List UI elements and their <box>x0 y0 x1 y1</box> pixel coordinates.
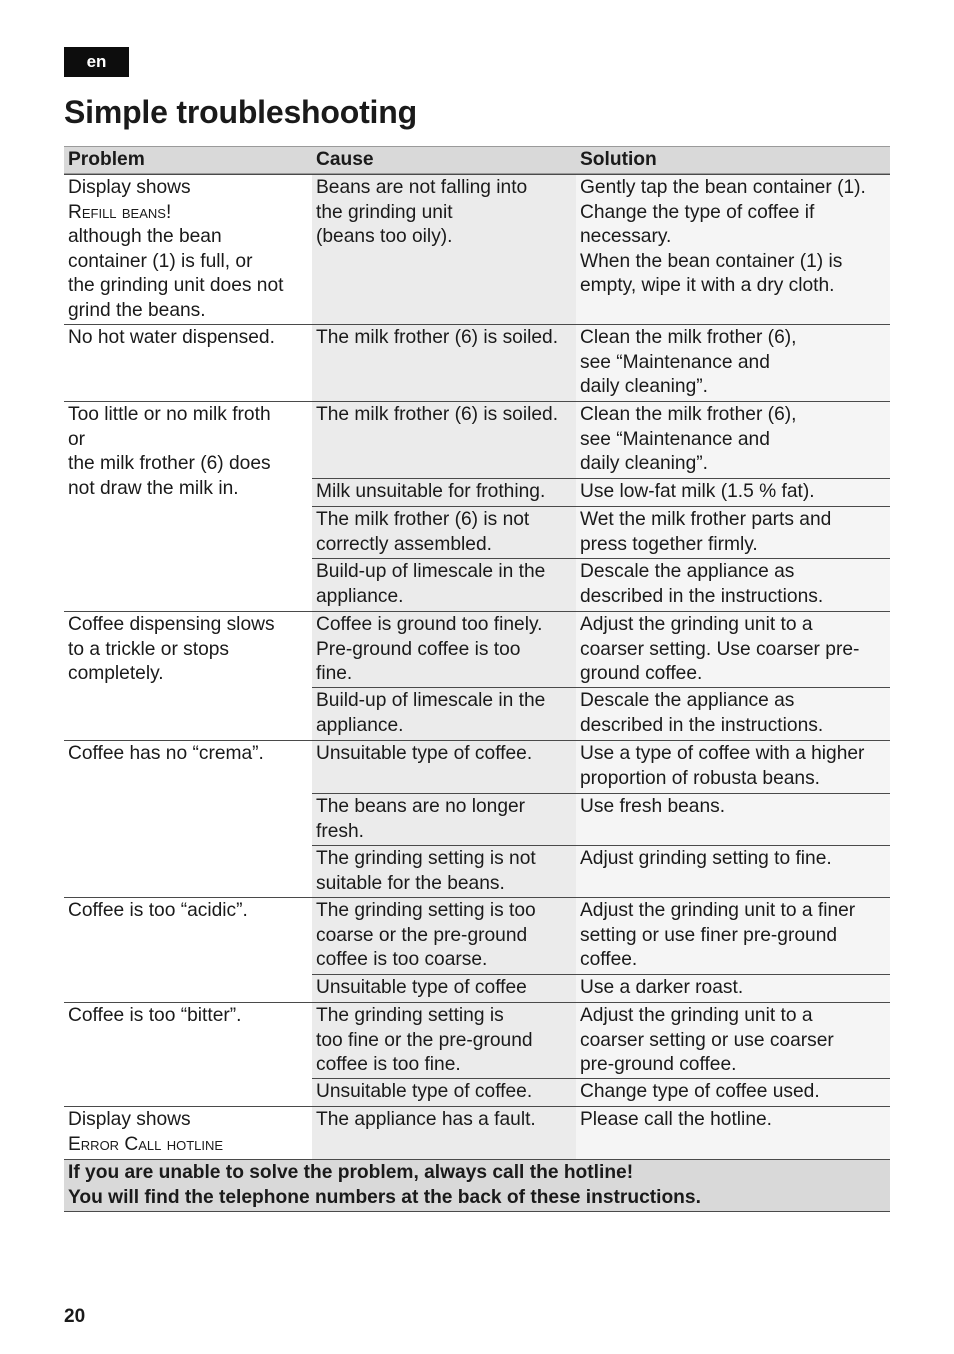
page-title: Simple troubleshooting <box>64 94 417 130</box>
header-problem: Problem <box>64 146 312 174</box>
problem-cell: Coffee dispensing slows to a trickle or stops completely. <box>64 611 312 740</box>
language-badge: en <box>64 47 129 77</box>
page-number: 20 <box>64 1306 86 1327</box>
solution-cell: Gently tap the bean container (1). Change the type of coffee if necessary. When the bean container (1) is empty, wipe it with a dry cloth. <box>576 174 890 324</box>
display-message: Refill beans! <box>68 201 172 223</box>
solution-cell: Use fresh beans. <box>576 793 890 845</box>
cause-cell: Milk unsuitable for frothing. <box>312 478 576 506</box>
cause-cell: Beans are not falling into the grinding unit (beans too oily). <box>312 174 576 324</box>
solution-cell: Use low-fat milk (1.5 % fat). <box>576 478 890 506</box>
problem-cell: Coffee has no “crema”. <box>64 740 312 897</box>
problem-text: Display shows <box>68 177 191 198</box>
solution-cell: Clean the milk frother (6), see “Maintenance and daily cleaning”. <box>576 401 890 478</box>
problem-cell: Too little or no milk froth or the milk frother (6) does not draw the milk in. <box>64 401 312 611</box>
solution-cell: Descale the appliance as described in the instructions. <box>576 558 890 611</box>
header-solution: Solution <box>576 146 890 174</box>
problem-text: Display shows <box>68 1109 191 1130</box>
cause-cell: The appliance has a fault. <box>312 1106 576 1159</box>
solution-cell: Change type of coffee used. <box>576 1078 890 1106</box>
problem-cell: No hot water dispensed. <box>64 324 312 401</box>
header-cause: Cause <box>312 146 576 174</box>
solution-cell: Use a type of coffee with a higher proportion of robusta beans. <box>576 740 890 793</box>
problem-cell <box>64 174 312 324</box>
cause-cell: The grinding setting is too coarse or the pre-ground coffee is too coarse. <box>312 897 576 974</box>
problem-text-continued: although the bean container (1) is full, or the grinding unit does not grind the beans. <box>68 226 284 321</box>
cause-cell: Unsuitable type of coffee. <box>312 740 576 793</box>
hotline-note-line-2: You will find the telephone numbers at the back of these instructions. <box>68 1186 701 1208</box>
cause-cell: The milk frother (6) is soiled. <box>312 324 576 401</box>
cause-cell: Unsuitable type of coffee <box>312 974 576 1002</box>
problem-cell: Coffee is too “acidic”. <box>64 897 312 1002</box>
troubleshooting-table <box>64 146 890 1159</box>
hotline-note <box>64 1159 890 1212</box>
cause-cell: The grinding setting is too fine or the pre-ground coffee is too fine. <box>312 1002 576 1078</box>
hotline-note-line-1: If you are unable to solve the problem, always call the hotline! <box>68 1162 634 1183</box>
cause-cell: Coffee is ground too finely. Pre-ground coffee is too fine. <box>312 611 576 687</box>
solution-cell: Wet the milk frother parts and press together firmly. <box>576 506 890 558</box>
solution-cell: Adjust the grinding unit to a coarser setting or use coarser pre-ground coffee. <box>576 1002 890 1078</box>
cause-cell: The milk frother (6) is soiled. <box>312 401 576 478</box>
solution-cell: Clean the milk frother (6), see “Maintenance and daily cleaning”. <box>576 324 890 401</box>
cause-cell: Unsuitable type of coffee. <box>312 1078 576 1106</box>
cause-cell: The milk frother (6) is not correctly assembled. <box>312 506 576 558</box>
problem-cell <box>64 1106 312 1159</box>
problem-cell: Coffee is too “bitter”. <box>64 1002 312 1106</box>
solution-cell: Adjust the grinding unit to a coarser setting. Use coarser pre- ground coffee. <box>576 611 890 687</box>
solution-cell: Adjust grinding setting to fine. <box>576 845 890 897</box>
cause-cell: Build-up of limescale in the appliance. <box>312 687 576 740</box>
cause-cell: The beans are no longer fresh. <box>312 793 576 845</box>
solution-cell: Please call the hotline. <box>576 1106 890 1159</box>
cause-cell: Build-up of limescale in the appliance. <box>312 558 576 611</box>
display-message: Error Call hotline <box>68 1133 224 1155</box>
solution-cell: Adjust the grinding unit to a finer setting or use finer pre-ground coffee. <box>576 897 890 974</box>
cause-cell: The grinding setting is not suitable for the beans. <box>312 845 576 897</box>
solution-cell: Use a darker roast. <box>576 974 890 1002</box>
solution-cell: Descale the appliance as described in the instructions. <box>576 687 890 740</box>
